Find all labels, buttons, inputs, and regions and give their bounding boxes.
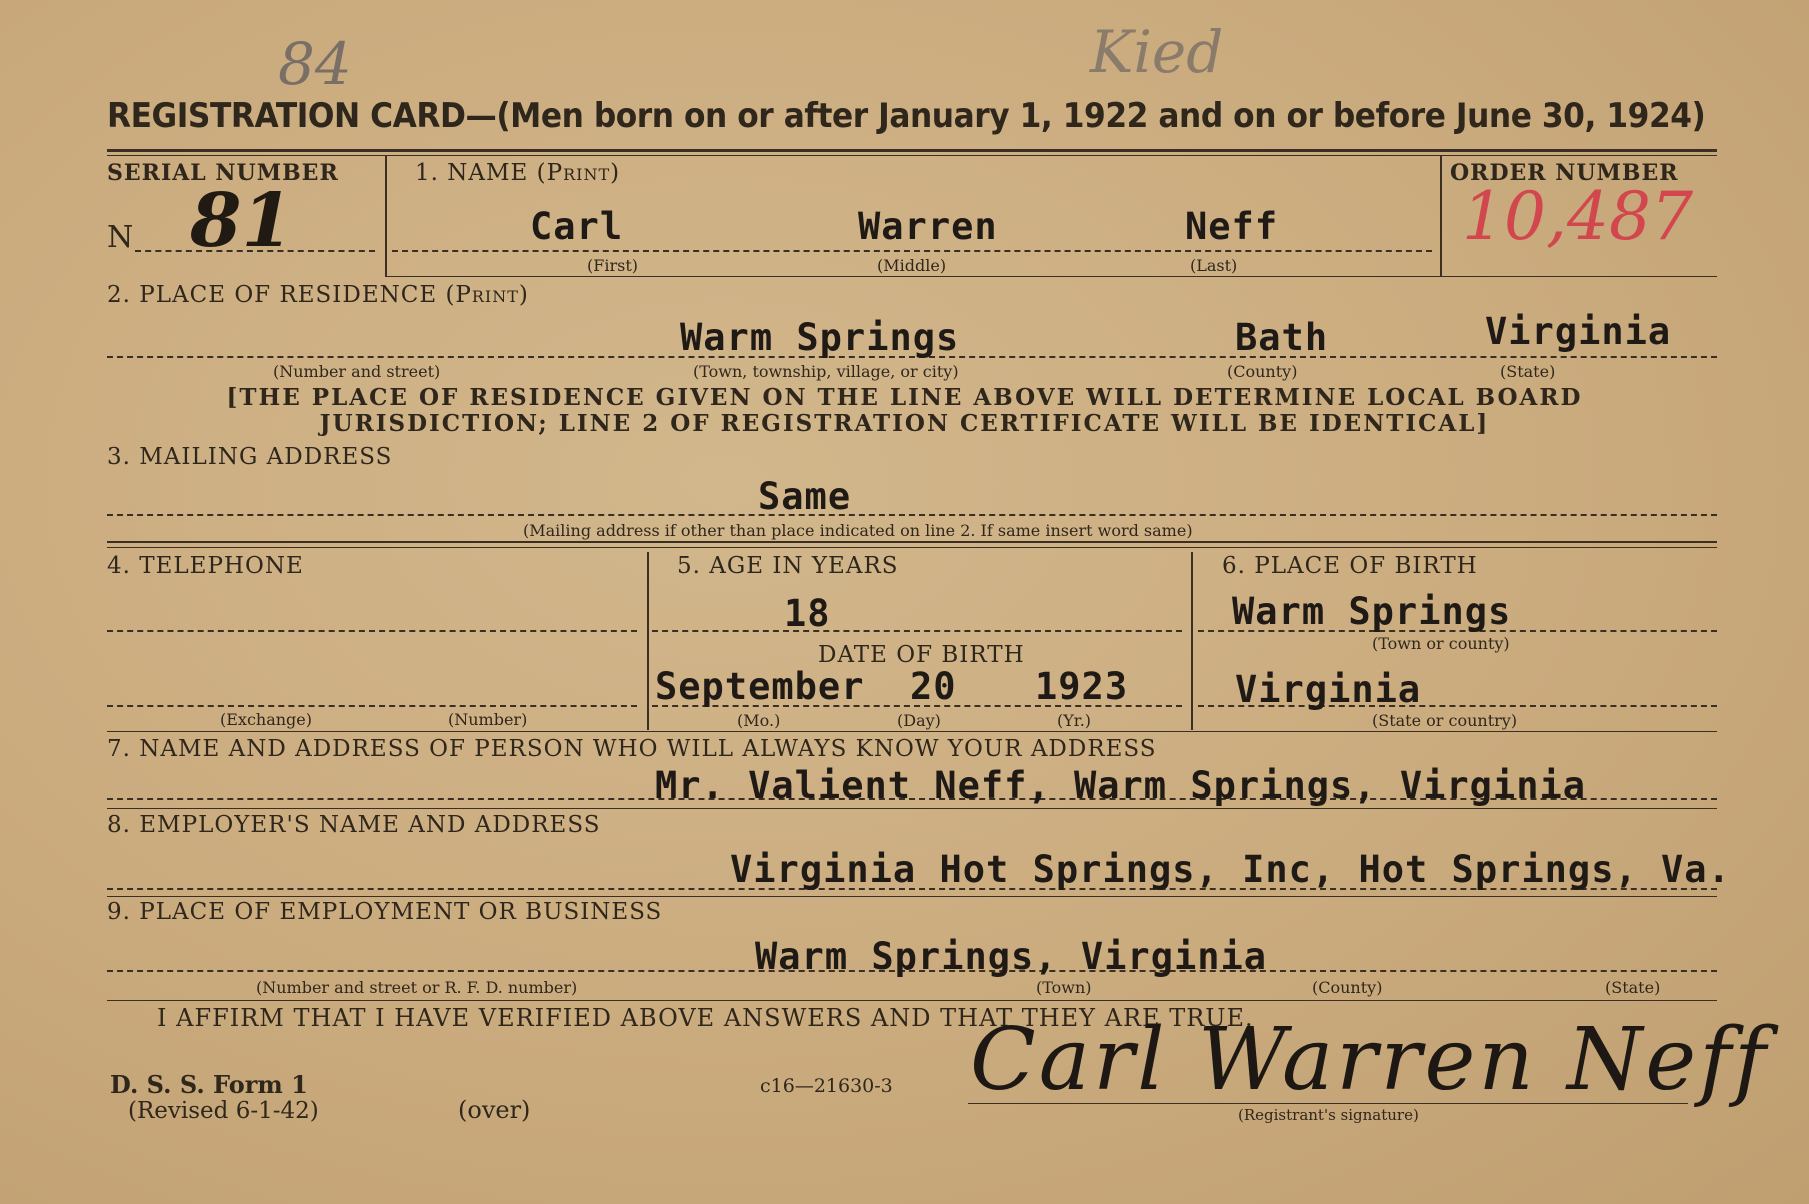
name-last: Neff — [1185, 205, 1279, 248]
signature-caption: (Registrant's signature) — [1238, 1106, 1419, 1124]
birthplace-state: Virginia — [1235, 668, 1422, 711]
dob-day: 20 — [910, 665, 957, 708]
employment-street-caption: (Number and street or R. F. D. number) — [256, 978, 578, 997]
residence-label: 2. PLACE OF RESIDENCE (Print) — [107, 282, 529, 308]
name-middle-caption: (Middle) — [877, 256, 947, 275]
employment-town-caption: (Town) — [1036, 978, 1092, 997]
birthplace-town: Warm Springs — [1232, 590, 1512, 633]
age-label: 5. AGE IN YEARS — [677, 553, 899, 579]
telephone-number-caption: (Number) — [448, 710, 528, 729]
residence-town: Warm Springs — [680, 316, 960, 359]
birthplace-town-caption: (Town or county) — [1372, 634, 1510, 653]
residence-notice-line-2: JURISDICTION; LINE 2 OF REGISTRATION CERTIFICATE WILL BE IDENTICAL] — [319, 410, 1490, 437]
residence-county-caption: (County) — [1227, 362, 1298, 381]
mailing-value: Same — [758, 475, 852, 518]
order-label: ORDER NUMBER — [1450, 160, 1679, 186]
order-value: 10,487 — [1462, 178, 1693, 255]
employment-label: 9. PLACE OF EMPLOYMENT OR BUSINESS — [107, 899, 663, 925]
residence-state: Virginia — [1485, 310, 1672, 353]
residence-notice-line-1: [THE PLACE OF RESIDENCE GIVEN ON THE LINE ABOVE WILL DETERMINE LOCAL BOARD — [226, 384, 1583, 411]
serial-label: SERIAL NUMBER — [107, 160, 339, 186]
registrant-signature: Carl Warren Neff — [970, 1010, 1769, 1110]
dob-year: 1923 — [1035, 665, 1129, 708]
over-note: (over) — [458, 1096, 531, 1124]
pencil-word: Kied — [1090, 18, 1224, 86]
contact-label: 7. NAME AND ADDRESS OF PERSON WHO WILL ALWAYS KNOW YOUR ADDRESS — [107, 736, 1157, 762]
serial-prefix: N — [107, 220, 135, 255]
name-last-caption: (Last) — [1190, 256, 1238, 275]
employment-county-caption: (County) — [1312, 978, 1383, 997]
dob-year-caption: (Yr.) — [1057, 711, 1092, 730]
dob-label: DATE OF BIRTH — [818, 642, 1025, 668]
dob-day-caption: (Day) — [897, 711, 941, 730]
residence-state-caption: (State) — [1500, 362, 1556, 381]
residence-street-caption: (Number and street) — [273, 362, 441, 381]
birthplace-label: 6. PLACE OF BIRTH — [1222, 553, 1478, 579]
dob-month: September — [655, 665, 865, 708]
employment-value: Warm Springs, Virginia — [755, 935, 1268, 978]
form-number: D. S. S. Form 1 — [110, 1070, 308, 1099]
print-code: c16—21630-3 — [760, 1075, 893, 1097]
name-middle: Warren — [858, 205, 998, 248]
contact-value: Mr. Valient Neff, Warm Springs, Virginia — [655, 764, 1587, 807]
age-value: 18 — [784, 592, 831, 635]
employment-state-caption: (State) — [1605, 978, 1661, 997]
card-title: REGISTRATION CARD—(Men born on or after January 1, 1922 and on or before June 30, 1924) — [107, 96, 1706, 136]
title-rule — [107, 149, 1717, 152]
dob-month-caption: (Mo.) — [737, 711, 781, 730]
mailing-note: (Mailing address if other than place indicated on line 2. If same insert word same) — [523, 521, 1193, 540]
telephone-label: 4. TELEPHONE — [107, 553, 304, 579]
employer-value: Virginia Hot Springs, Inc, Hot Springs, Va. — [730, 848, 1731, 891]
birthplace-state-caption: (State or country) — [1372, 711, 1518, 730]
form-revised: (Revised 6-1-42) — [128, 1098, 319, 1124]
name-first: Carl — [530, 205, 624, 248]
name-label: 1. NAME (Print) — [415, 160, 621, 186]
residence-county: Bath — [1235, 316, 1329, 359]
pencil-number: 84 — [278, 30, 352, 98]
telephone-exchange-caption: (Exchange) — [220, 710, 313, 729]
affirmation-text: I AFFIRM THAT I HAVE VERIFIED ABOVE ANSWERS AND THAT THEY ARE TRUE. — [157, 1004, 1254, 1032]
residence-town-caption: (Town, township, village, or city) — [693, 362, 959, 381]
mailing-label: 3. MAILING ADDRESS — [107, 444, 393, 470]
employer-label: 8. EMPLOYER'S NAME AND ADDRESS — [107, 812, 601, 838]
serial-value: 81 — [190, 178, 293, 264]
name-first-caption: (First) — [587, 256, 638, 275]
